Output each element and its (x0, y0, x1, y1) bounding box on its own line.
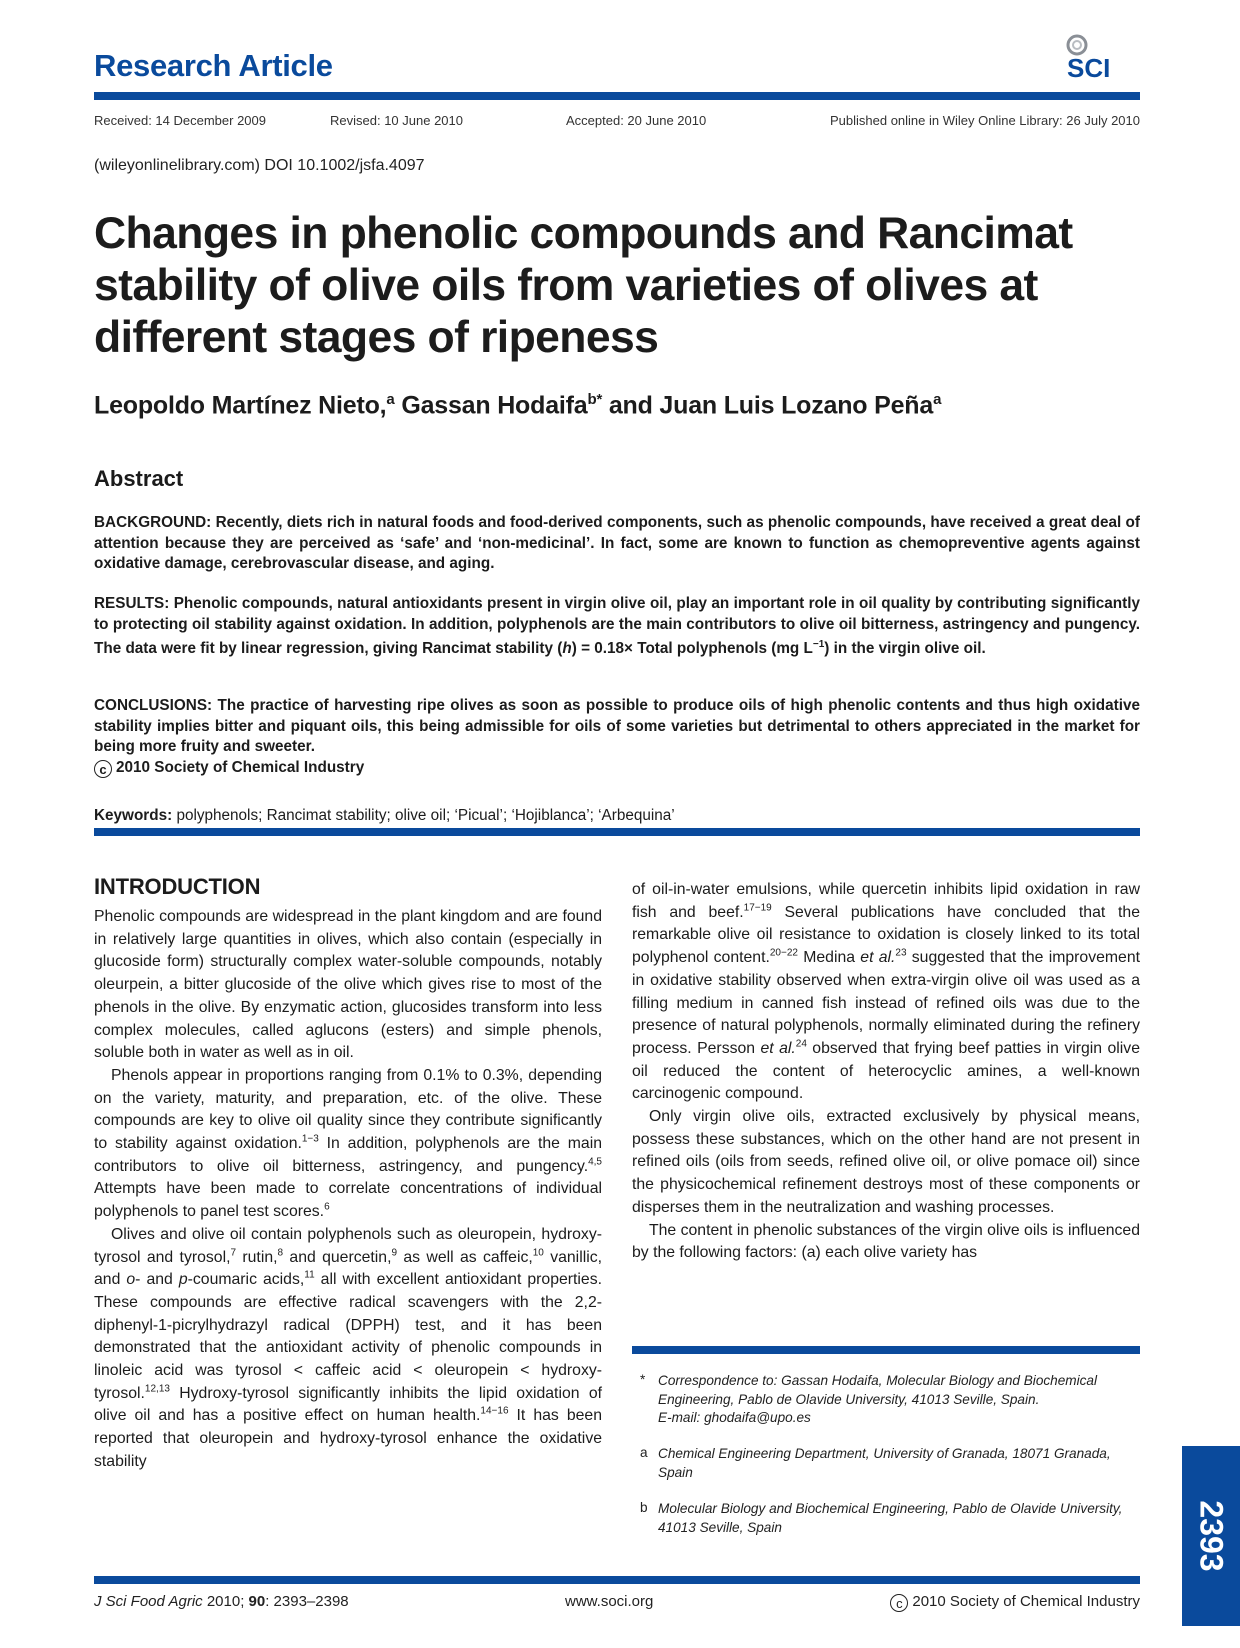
intro-heading: INTRODUCTION (94, 874, 261, 899)
author-name: and Juan Luis Lozano Peña (608, 391, 934, 420)
copyright-icon: c (94, 760, 112, 778)
author-affiliation: b* (587, 391, 603, 408)
journal-citation: J Sci Food Agric 2010; 90: 2393–2398 (94, 1593, 349, 1610)
copyright-icon: c (890, 1594, 908, 1612)
abstract-rule (94, 828, 1140, 836)
page-number: 2393 (1193, 1500, 1230, 1572)
author-affiliation: a (386, 391, 395, 408)
website-link[interactable]: www.soci.org (565, 1593, 654, 1610)
paragraph: Olives and olive oil contain polyphenols such as oleuropein, hydroxy-tyrosol and tyrosol,$^7$ rutin,$^8$ and quercetin,$^9$ as well as caffeic,$^{10}$ vanillic, and o- and p-coumaric acids,$^{11}$ all with excellent antioxidant properties. These compounds are effective radical scavengers with the 2,2-diphenyl-1-picrylhydrazyl radical (DPPH) test, and it has been demonstrated that the antioxidant activity of phenolic compounds in linoleic acid was tyrosol < caffeic acid < oleuropein < hydroxy-tyrosol.$^{12,13}$ Hydroxy-tyrosol significantly inhibits the lipid oxidation of olive oil and has a positive effect on human health.$^{14-16}$ It has been reported that oleuropein and hydroxy-tyrosol enhance the oxidative stability (94, 1225, 603, 1470)
paragraph: Only virgin olive oils, extracted exclusively by physical means, possess these substances, which on the other hand are not present in refined oils (oils from seeds, refined olive oil, or olive pomace oil) since the physicochemical refinement destroys most of these components or disperses them in the neutralization and washing processes. (632, 1108, 1140, 1216)
accepted-date: Accepted: 20 June 2010 (566, 113, 707, 128)
sci-logo (1053, 30, 1139, 82)
article-title: Changes in phenolic compounds and Rancimat stability of olive oils from varieties of olives at different stages of ripeness (94, 209, 1073, 362)
abstract-copyright: c 2010 Society of Chemical Industry (94, 758, 1140, 779)
received-date: Received: 14 December 2009 (94, 113, 266, 128)
author-affiliation: a (933, 391, 942, 408)
footnote-rule (632, 1346, 1140, 1354)
footnote-mark: * (640, 1372, 646, 1387)
footer-rule (94, 1576, 1140, 1584)
author-list (94, 391, 941, 420)
abstract-conclusions: CONCLUSIONS: The practice of harvesting ripe olives as soon as possible to produce oils of high phenolic contents and thus high oxidative stability implies bitter and piquant oils, this being admissible for oils of some varieties but detrimental to others appreciated in the market for being more fruity and sweeter. (94, 697, 1140, 755)
header-rule (94, 92, 1140, 100)
footnote-affiliation-b: Molecular Biology and Biochemical Engineering, Pablo de Olavide University, 41013 Seville, Spain (658, 1501, 1123, 1535)
keywords-list: polyphenols; Rancimat stability; olive oil; ‘Picual’; ‘Hojiblanca’; ‘Arbequina’ (176, 807, 675, 824)
author-name: Gassan Hodaifa (401, 391, 588, 420)
keywords (94, 807, 675, 825)
footnote-correspondence: Correspondence to: Gassan Hodaifa, Molecular Biology and Biochemical Engineering, Pablo de Olavide University, 41013 Seville, Spain. E-mail: ghodaifa@upo.es (658, 1372, 1140, 1428)
logo-text: SCI (1067, 53, 1111, 82)
keywords-label: Keywords: (94, 807, 173, 824)
section-label: Research Article (94, 48, 333, 83)
paragraph: Phenolic compounds are widespread in the plant kingdom and are found in relatively large quantities in olives, which also contain (especially in glucoside form) structurally complex water-soluble compounds, notably oleurpein, a bitter glucoside of the olive which gives rise to most of the phenols in the olive. By enzymatic action, glucosides transform into less complex molecules, called aglucons (esters) and simple phenols, soluble both in water as well as in oil. (94, 908, 602, 1062)
left-column (94, 906, 602, 1474)
abstract-background: BACKGROUND: Recently, diets rich in natural foods and food-derived components, such as phenolic compounds, have received a great deal of attention because they are perceived as ‘safe’ and ‘non-medicinal’. In fact, some are known to function as chemopreventive agents against oxidative damage, cerebrovascular disease, and aging. (94, 514, 1140, 572)
right-column (632, 879, 1140, 1265)
page-number-tab (1182, 1446, 1240, 1626)
abstract-heading: Abstract (94, 466, 184, 491)
footer-copyright: c 2010 Society of Chemical Industry (890, 1593, 1140, 1612)
footnote-mark: b (640, 1500, 648, 1515)
footnote-affiliation-a: Chemical Engineering Department, University of Granada, 18071 Granada, Spain (658, 1446, 1111, 1480)
paragraph: The content in phenolic substances of the virgin olive oils is influenced by the following factors: (a) each olive variety has (632, 1221, 1140, 1262)
email-link[interactable]: E-mail: ghodaifa@upo.es (658, 1410, 811, 1425)
footnote-mark: a (640, 1445, 648, 1460)
abstract-results: RESULTS: Phenolic compounds, natural antioxidants present in virgin olive oil, play an important role in oil quality by contributing significantly to protecting oil stability against oxidation. In addition, polyphenols are the main contributors to olive oil bitterness, astringency and pungency. The data were fit by linear regression, giving Rancimat stability (h) = 0.18× Total polyphenols (mg $L^{-1}$) in the virgin olive oil. (94, 595, 1140, 658)
revised-date: Revised: 10 June 2010 (330, 113, 463, 128)
doi[interactable]: (wileyonlinelibrary.com) DOI 10.1002/jsfa.4097 (94, 157, 425, 174)
paragraph: of oil-in-water emulsions, while quercetin inhibits lipid oxidation in raw fish and beef.$^{17-19}$ Several publications have concluded that the remarkable olive oil resistance to oxidation is closely linked to its total polyphenol content.$^{20-22}$ Medina et al.$^{23}$ suggested that the improvement in oxidative stability observed when extra-virgin olive oil was used as a filling medium in canned fish instead of refined oils was due to the presence of natural polyphenols, normally eliminated during the refinery process. Persson et al.$^{24}$ observed that frying beef patties in virgin olive oil reduced the content of heterocyclic amines, a well-known carcinogenic compound. (632, 881, 1141, 1103)
published-date: Published online in Wiley Online Library: 26 July 2010 (829, 113, 1140, 128)
author-name: Leopoldo Martínez Nieto, (94, 391, 387, 420)
paragraph: Phenols appear in proportions ranging from 0.1% to 0.3%, depending on the variety, maturity, and preparation, etc. of the olive. These compounds are key to olive oil quality since they contribute significantly to stability against oxidation.$^{1-3}$ In addition, polyphenols are the main contributors to olive oil bitterness, astringency, and pungency.$^{4,5}$ Attempts have been made to correlate concentrations of individual polyphenols to panel test scores.$^6$ (94, 1066, 603, 1221)
